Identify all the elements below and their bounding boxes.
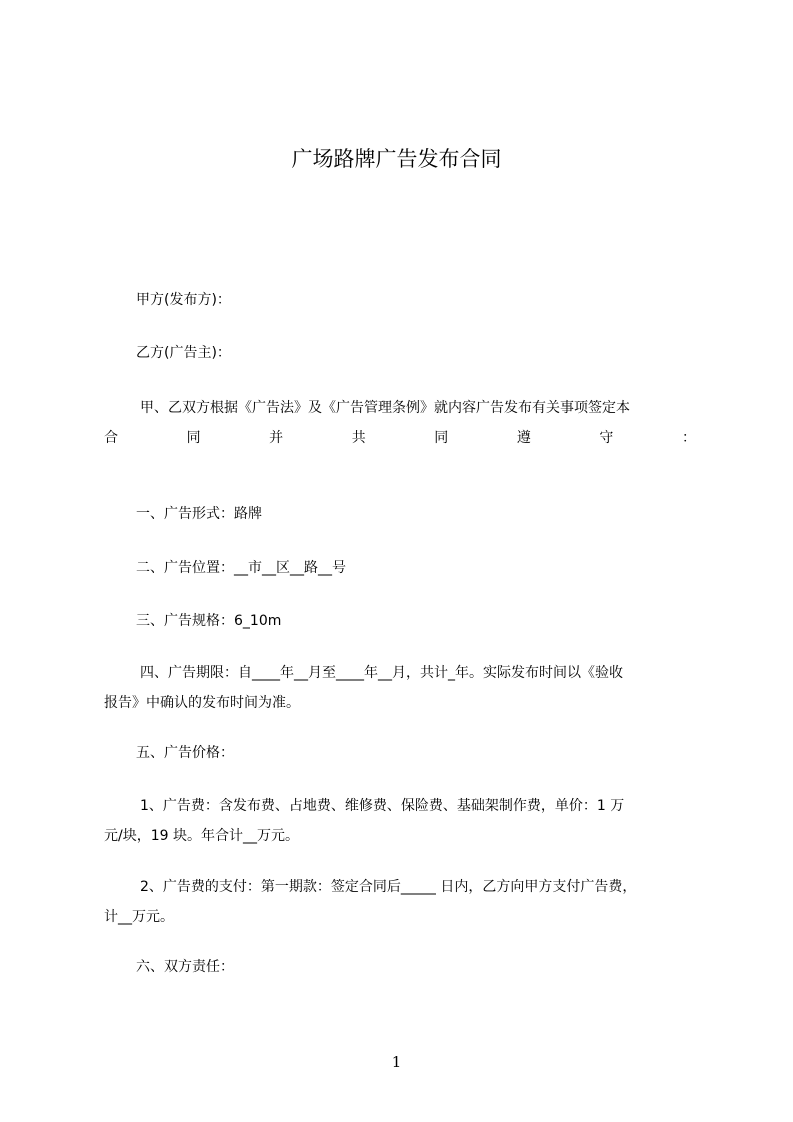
intro-char: 同 — [186, 430, 201, 446]
party-a-label: 甲方(发布方)： — [136, 292, 231, 308]
clause-5-1-line-2: 元/块，19 块。年合计__万元。 — [104, 828, 299, 844]
contract-title: 广场路牌广告发布合同 — [291, 147, 502, 171]
clause-1: 一、广告形式：路牌 — [136, 506, 262, 522]
intro-char: 合 — [104, 430, 118, 446]
clause-5-2-line-2: 计__万元。 — [104, 909, 174, 925]
intro-paragraph — [104, 393, 696, 453]
clause-3: 三、广告规格：6_10m — [136, 613, 282, 629]
clause-2: 二、广告位置：__市__区__路__号 — [136, 560, 346, 576]
intro-line-2 — [104, 423, 696, 453]
clause-5: 五、广告价格： — [136, 745, 234, 761]
clause-4 — [104, 658, 696, 718]
clause-6: 六、双方责任： — [136, 959, 234, 975]
page-number: 1 — [391, 1053, 402, 1071]
intro-char: 并 — [269, 430, 284, 446]
clause-4-line-1: 四、广告期限：自____年__月至____年__月，共计_年。实际发布时间以《验收 — [140, 665, 623, 681]
intro-char: 守 — [599, 430, 614, 446]
clause-5-1-line-1: 1、广告费：含发布费、占地费、维修费、保险费、基础架制作费，单价：1 万 — [140, 798, 625, 814]
intro-char: 遵 — [516, 430, 531, 446]
intro-char: 共 — [351, 430, 366, 446]
clause-4-line-2: 报告》中确认的发布时间为准。 — [104, 695, 300, 711]
clause-5-2 — [104, 872, 696, 932]
intro-char: ： — [681, 430, 696, 446]
clause-5-2-line-1: 2、广告费的支付：第一期款：签定合同后_____ 日内，乙方向甲方支付广告费， — [140, 879, 637, 895]
intro-char: 同 — [434, 430, 449, 446]
intro-line-1: 甲、乙双方根据《广告法》及《广告管理条例》就内容广告发布有关事项签定本 — [140, 400, 630, 416]
clause-5-1 — [104, 791, 696, 851]
party-b-label: 乙方(广告主)： — [136, 345, 231, 361]
